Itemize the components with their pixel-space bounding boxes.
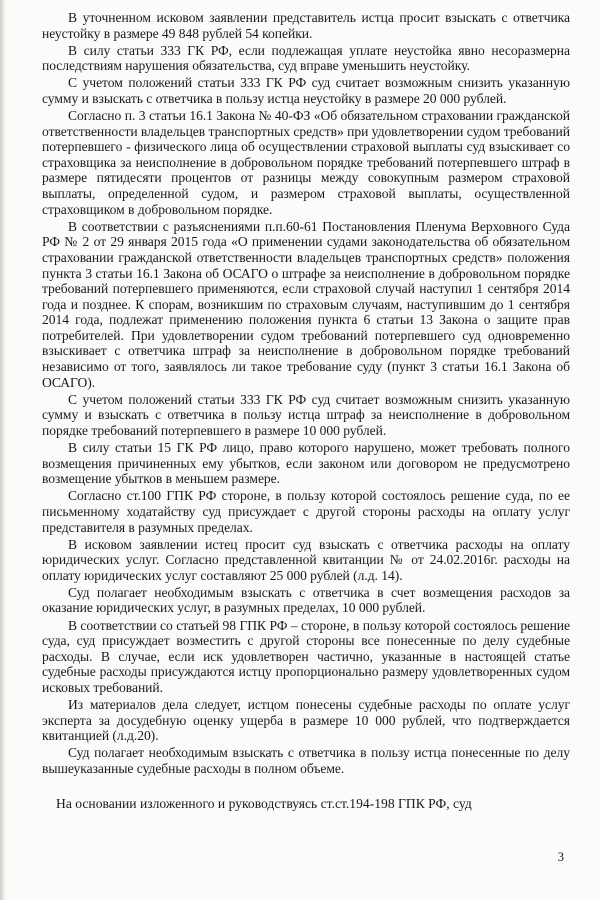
paragraph-penalty-reduction: С учетом положений статьи 333 ГК РФ суд считает возможным снизить указанную сумму и взыскать с ответчика в пользу истца неустойку в размере 20 000 рублей. <box>42 75 570 106</box>
paragraph-article-333: В силу статьи 333 ГК РФ, если подлежащая уплате неустойка явно несоразмерна последствиям нарушения обязательства, суд вправе уменьшить неустойку. <box>42 42 570 74</box>
page-number: 3 <box>557 850 564 864</box>
paragraph-article-15: В силу статьи 15 ГК РФ лицо, право которого нарушено, может требовать полного возмещения причиненных ему убытков, если законом или договором не предусмотрено возмещение убытков в меньшем размере. <box>42 440 570 487</box>
paragraph-expert-costs: Из материалов дела следует, истцом понесены судебные расходы по оплате услуг эксперта за досудебную оценку ущерба в размере 10 000 рублей, что подтверждается квитанцией (л.д.20). <box>42 697 570 744</box>
paragraph-article-100: Согласно ст.100 ГПК РФ стороне, в пользу которой состоялось решение суда, по ее письменному ходатайству суд присуждает с другой стороны расходы на оплату услуг представителя в разумных пределах. <box>42 488 570 535</box>
paragraph-law-40fz: Согласно п. 3 статьи 16.1 Закона № 40-ФЗ «Об обязательном страховании гражданской ответственности владельцев транспортных средств» при удовлетворении судом требований потерпевшего - физического лица об осуществлении страховой выплаты суд взыскивает со страховщика за неисполнение в добровольном порядке требований потерпевшего штраф в размере пятидесяти процентов от разницы между совокупным размером страховой выплаты, определенной судом, и размером страховой выплаты, осуществленной страховщиком в добровольном порядке. <box>42 108 570 217</box>
paragraph-costs-award: Суд полагает необходимым взыскать с ответчика в пользу истца понесенные по делу вышеуказанные судебные расходы в полном объеме. <box>42 745 570 776</box>
paragraph-fine-reduction: С учетом положений статьи 333 ГК РФ суд считает возможным снизить указанную сумму и взыскать с ответчика в пользу истца штраф за неисполнение в добровольном порядке требований потерпевшего в размере 10 000 рублей. <box>42 391 570 438</box>
paragraph-plenum-clarification: В соответствии с разъяснениями п.п.60-61 Постановления Пленума Верховного Суда РФ № 2 от 29 января 2015 года «О применении судами законодательства об обязательном страховании гражданской ответственности владельцев транспортных средств» положения пункта 3 статьи 16.1 Закона об ОСАГО о штрафе за неисполнение в добровольном порядке требований потерпевшего применяются, если страховой случай наступил 1 сентября 2014 года и позднее. К спорам, возникшим по страховым случаям, наступившим до 1 сентября 2014 года, подлежат применению положения пункта 6 статьи 13 Закона о защите прав потребителей. При удовлетворении судом требований потерпевшего суд одновременно взыскивает с ответчика штраф за неисполнение в добровольном порядке требований независимо от того, заявлялось ли такое требование суду (пункт 3 статьи 16.1 Закона об ОСАГО). <box>42 218 570 390</box>
closing-statement: На основании изложенного и руководствуясь ст.ст.194-198 ГПК РФ, суд <box>56 795 472 811</box>
document-body <box>42 10 570 777</box>
paragraph-claim-penalty: В уточненном исковом заявлении представитель истца просит взыскать с ответчика неустойку в размере 49 848 рублей 54 копейки. <box>42 10 570 41</box>
paragraph-article-98: В соответствии со статьей 98 ГПК РФ – стороне, в пользу которой состоялось решение суда, суд присуждает возместить с другой стороны все понесенные по делу судебные расходы. В случае, если иск удовлетворен частично, указанные в настоящей статье судебные расходы присуждаются истцу пропорционально размеру удовлетворенных судом исковых требований. <box>42 617 570 695</box>
paragraph-legal-fees-claim: В исковом заявлении истец просит суд взыскать с ответчика расходы на оплату юридических услуг. Согласно представленной квитанции № от 24.02.2016г. расходы на оплату юридических услуг составляют 25 000 рублей (л.д. 14). <box>42 536 570 583</box>
paragraph-legal-fees-award: Суд полагает необходимым взыскать с ответчика в счет возмещения расходов за оказание юридических услуг, в разумных пределах, 10 000 рублей. <box>42 584 570 616</box>
